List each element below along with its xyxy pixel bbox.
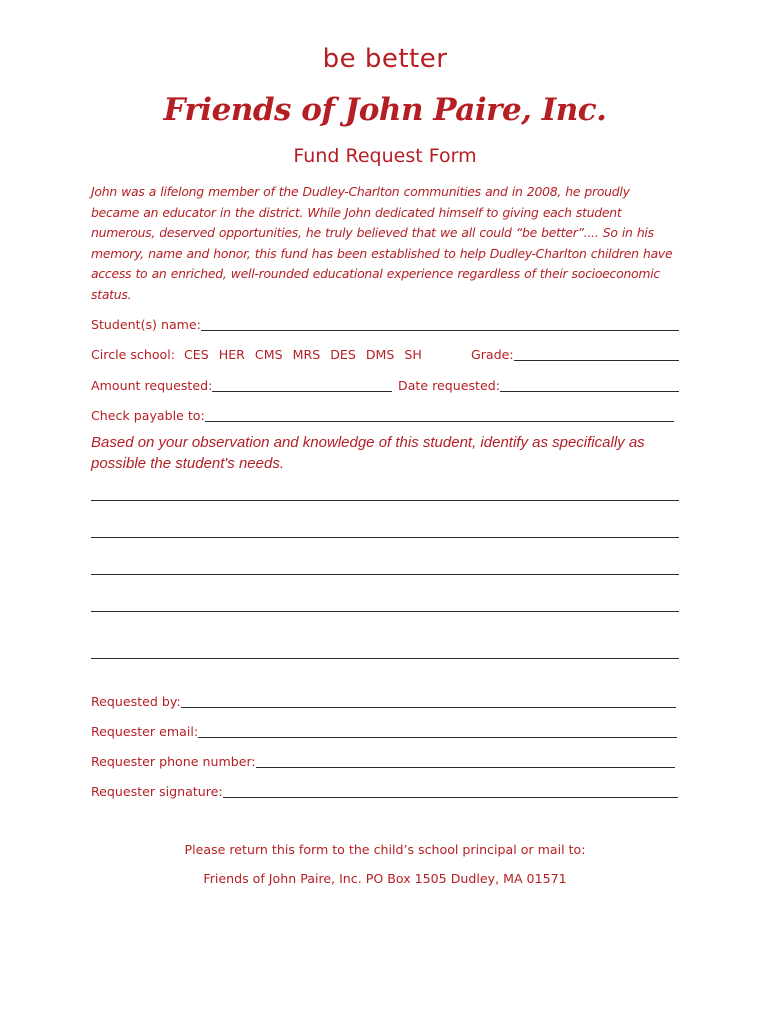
requester-email-field[interactable] [198,723,677,738]
student-name-label: Student(s) name: [91,317,201,332]
amount-label: Amount requested: [91,378,213,393]
school-options[interactable]: CES HER CMS MRS DES DMS SH [184,347,422,362]
tagline: be better [322,44,448,74]
answer-line[interactable] [91,574,679,575]
requester-phone-row [91,751,675,769]
grade-label: Grade: [471,347,514,362]
circle-school-row [91,344,451,362]
requested-by-row [91,691,676,709]
requested-by-label: Requested by: [91,694,181,709]
form-title: Fund Request Form [293,145,477,167]
requester-signature-label: Requester signature: [91,784,223,799]
answer-line[interactable] [91,500,679,501]
answer-line[interactable] [91,611,679,612]
intro-paragraph: John was a lifelong member of the Dudley-Charlton communities and in 2008, he proudly became an educator in the district. While John dedicated himself to giving each student numerous, deserved opportunities, he truly believed that we all could “be better”.... So in his memory, name and honor, this fund has been established to help Dudley-Charlton children have access to an enriched, well-rounded educational experience regardless of their socioeconomic status. [91,184,673,302]
student-name-row [91,314,679,332]
date-label: Date requested: [398,378,500,393]
date-field[interactable] [500,377,679,392]
requester-signature-row [91,781,678,799]
requester-signature-field[interactable] [223,783,678,798]
check-payable-field[interactable] [205,407,674,422]
check-payable-row [91,405,674,423]
date-row [398,375,679,393]
student-name-field[interactable] [201,316,679,331]
requested-by-field[interactable] [181,693,676,708]
check-payable-label: Check payable to: [91,408,205,423]
requester-phone-label: Requester phone number: [91,754,256,769]
requester-email-row [91,721,677,739]
requester-phone-field[interactable] [256,753,675,768]
requester-email-label: Requester email: [91,724,199,739]
amount-row [91,375,392,393]
amount-field[interactable] [212,377,392,392]
organization-title: Friends of John Paire, Inc. [163,92,607,128]
answer-line[interactable] [91,537,679,538]
needs-question: Based on your observation and knowledge of this student, identify as specifically as possible the student's needs. [91,434,645,472]
mailing-address: Friends of John Paire, Inc. PO Box 1505 Dudley, MA 01571 [203,871,567,886]
circle-school-label: Circle school: [91,347,175,362]
return-note: Please return this form to the child’s school principal or mail to: [184,842,586,857]
grade-field[interactable] [514,346,679,361]
answer-line[interactable] [91,658,679,659]
grade-row [471,344,679,362]
